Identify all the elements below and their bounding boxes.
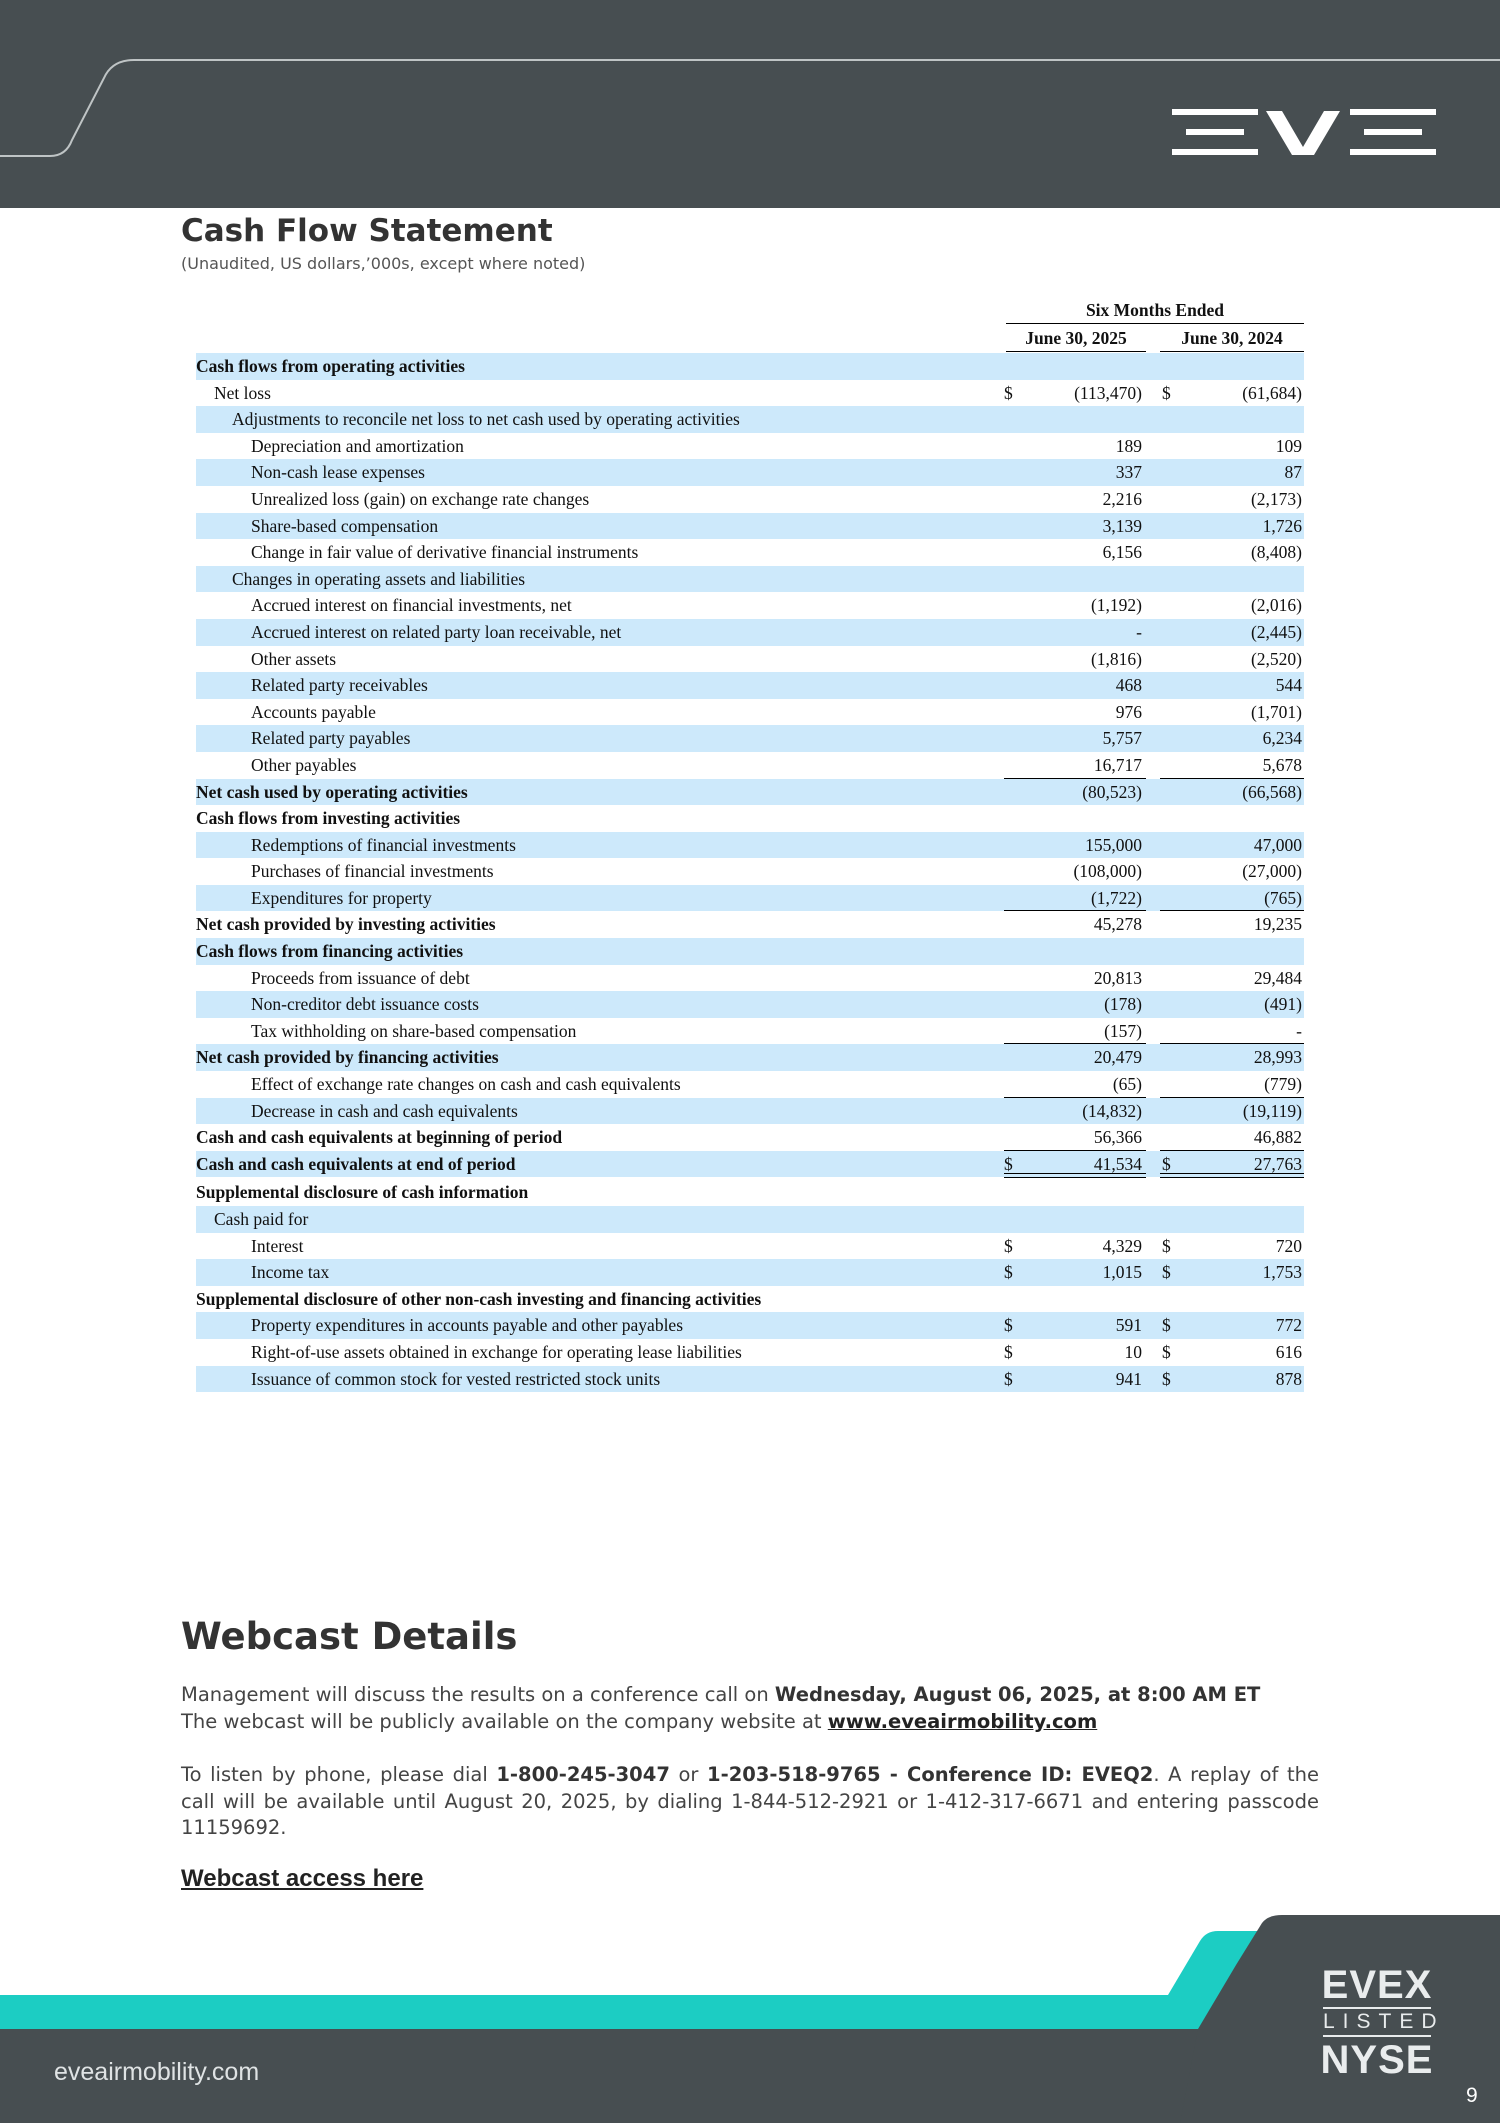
- row-label: Accounts payable: [251, 701, 376, 722]
- value-2024: (61,684): [1242, 382, 1302, 403]
- row-label: Adjustments to reconcile net loss to net cash used by operating activities: [232, 409, 740, 430]
- row-label: Non-creditor debt issuance costs: [251, 994, 479, 1015]
- subtotal-rule: [1004, 1097, 1146, 1098]
- value-2024: 19,235: [1253, 914, 1302, 935]
- value-2024: (19,119): [1242, 1100, 1302, 1121]
- table-row: [196, 1312, 1304, 1339]
- table-row: [196, 1044, 1304, 1071]
- phone-or-text: or: [669, 1763, 708, 1786]
- replay-text: . A replay of the call will be available until August 20, 2025, by dialing 1-844-512-2921 or 1-412-317-6671 and entering passcode 11159692.: [181, 1763, 1319, 1839]
- table-row: [196, 805, 1304, 832]
- badge-exchange: NYSE: [1320, 2038, 1434, 2082]
- webcast-website-text: The webcast will be publicly available on the company website at: [181, 1710, 828, 1733]
- row-label: Unrealized loss (gain) on exchange rate changes: [251, 488, 590, 509]
- value-2024: 1,753: [1262, 1262, 1302, 1283]
- currency-symbol-2024: $: [1162, 1341, 1171, 1362]
- value-2025: 16,717: [1093, 754, 1142, 775]
- value-2025: 56,366: [1093, 1127, 1142, 1148]
- value-2025: 4,329: [1102, 1235, 1142, 1256]
- value-2025: (157): [1104, 1020, 1142, 1041]
- row-label: Issuance of common stock for vested restricted stock units: [251, 1368, 661, 1389]
- webcast-paragraph-call: [181, 1682, 1319, 1709]
- column-header-2025: June 30, 2025: [1006, 328, 1146, 352]
- value-2025: 941: [1115, 1368, 1142, 1389]
- table-row: [196, 699, 1304, 726]
- row-label: Related party receivables: [251, 675, 428, 696]
- table-row: [196, 1233, 1304, 1260]
- subtotal-rule: [1160, 1097, 1304, 1098]
- row-label: Accrued interest on related party loan receivable, net: [251, 621, 622, 642]
- webcast-call-text: Management will discuss the results on a conference call on: [181, 1683, 775, 1706]
- value-2024: 616: [1275, 1341, 1302, 1362]
- row-label: Effect of exchange rate changes on cash and cash equivalents: [251, 1074, 681, 1095]
- value-2024: 28,993: [1253, 1047, 1302, 1068]
- table-column-header-row: [196, 325, 1304, 353]
- value-2024: 544: [1275, 675, 1302, 696]
- webcast-paragraph-phone: [181, 1762, 1319, 1842]
- phone-intro-text: To listen by phone, please dial: [181, 1763, 497, 1786]
- value-2025: (1,816): [1090, 648, 1142, 669]
- row-label: Net cash used by operating activities: [196, 781, 468, 802]
- row-label: Other assets: [251, 648, 337, 669]
- currency-symbol-2025: $: [1004, 1262, 1013, 1283]
- table-row: [196, 353, 1304, 380]
- value-2024: 87: [1284, 462, 1302, 483]
- row-label: Changes in operating assets and liabilities: [232, 568, 526, 589]
- table-row: [196, 1366, 1304, 1393]
- table-row: [196, 619, 1304, 646]
- currency-symbol-2024: $: [1162, 1368, 1171, 1389]
- table-row: [196, 779, 1304, 806]
- phone-number-1: 1-800-245-3047: [496, 1763, 670, 1786]
- value-2025: 2,216: [1102, 488, 1142, 509]
- footer-website[interactable]: eveairmobility.com: [54, 2058, 260, 2086]
- row-label: Expenditures for property: [251, 887, 432, 908]
- table-row: [196, 832, 1304, 859]
- table-row: [196, 486, 1304, 513]
- row-label: Net cash provided by financing activities: [196, 1047, 499, 1068]
- row-label: Change in fair value of derivative financial instruments: [251, 542, 639, 563]
- table-row: [196, 513, 1304, 540]
- currency-symbol-2024: $: [1162, 382, 1171, 403]
- currency-symbol-2025: $: [1004, 1368, 1013, 1389]
- row-label: Tax withholding on share-based compensation: [251, 1020, 577, 1041]
- table-row: [196, 1339, 1304, 1366]
- currency-symbol-2025: $: [1004, 1341, 1013, 1362]
- row-label: Non-cash lease expenses: [251, 462, 425, 483]
- table-row: [196, 566, 1304, 593]
- value-2025: (108,000): [1073, 861, 1142, 882]
- currency-symbol-2025: $: [1004, 382, 1013, 403]
- table-period-header-row: [196, 298, 1304, 325]
- webcast-paragraph-website: [181, 1709, 1319, 1736]
- value-2025: (113,470): [1074, 382, 1142, 403]
- period-header: Six Months Ended: [1006, 300, 1304, 324]
- value-2025: 591: [1115, 1315, 1142, 1336]
- row-label: Cash and cash equivalents at end of period: [196, 1153, 516, 1174]
- page-subtitle: (Unaudited, US dollars,’000s, except where noted): [181, 254, 586, 273]
- value-2024: (2,445): [1250, 621, 1302, 642]
- column-header-2024: June 30, 2024: [1160, 328, 1304, 352]
- table-row: [196, 991, 1304, 1018]
- subtotal-rule: [1004, 778, 1146, 779]
- footer-decoration: [0, 1915, 1500, 2123]
- currency-symbol-2024: $: [1162, 1315, 1171, 1336]
- row-label: Cash and cash equivalents at beginning of period: [196, 1127, 563, 1148]
- row-label: Supplemental disclosure of cash information: [196, 1182, 529, 1203]
- table-row: [196, 380, 1304, 407]
- value-2024: 1,726: [1262, 515, 1302, 536]
- row-label: Purchases of financial investments: [251, 861, 494, 882]
- nyse-listing-badge: [1317, 1963, 1445, 2082]
- value-2025: 6,156: [1102, 542, 1142, 563]
- table-row: [196, 459, 1304, 486]
- value-2025: 976: [1115, 701, 1142, 722]
- row-label: Net cash provided by investing activities: [196, 914, 496, 935]
- webcast-access-link[interactable]: Webcast access here: [181, 1865, 424, 1892]
- value-2025: 20,813: [1093, 967, 1142, 988]
- page-title: Cash Flow Statement: [181, 213, 553, 249]
- table-row: [196, 911, 1304, 938]
- value-2024: 6,234: [1262, 728, 1302, 749]
- value-2024: 5,678: [1262, 754, 1302, 775]
- table-row: [196, 1098, 1304, 1125]
- table-row: [196, 885, 1304, 912]
- table-row: [196, 858, 1304, 885]
- row-label: Cash flows from investing activities: [196, 808, 461, 829]
- table-row: [196, 938, 1304, 965]
- total-double-rule: [1004, 1173, 1146, 1178]
- table-row: [196, 1018, 1304, 1045]
- value-2025: 45,278: [1093, 914, 1142, 935]
- value-2024: 109: [1275, 435, 1302, 456]
- currency-symbol-2025: $: [1004, 1315, 1013, 1336]
- footer-band: [0, 1915, 1500, 2123]
- total-double-rule: [1160, 1173, 1304, 1178]
- row-label: Right-of-use assets obtained in exchange for operating lease liabilities: [251, 1341, 742, 1362]
- value-2024: (27,000): [1242, 861, 1302, 882]
- value-2025: (80,523): [1082, 781, 1142, 802]
- row-label: Decrease in cash and cash equivalents: [251, 1100, 518, 1121]
- value-2025: 3,139: [1102, 515, 1142, 536]
- subtotal-rule: [1160, 1043, 1304, 1044]
- subtotal-rule: [1160, 778, 1304, 779]
- table-row: [196, 1206, 1304, 1233]
- row-label: Net loss: [214, 382, 271, 403]
- table-row: [196, 1071, 1304, 1098]
- cash-flow-table: [196, 298, 1304, 1392]
- currency-symbol-2025: $: [1004, 1153, 1013, 1174]
- table-row: [196, 965, 1304, 992]
- value-2024: (491): [1264, 994, 1302, 1015]
- subtotal-rule: [1160, 1150, 1304, 1151]
- table-row: [196, 406, 1304, 433]
- subtotal-rule: [1004, 1150, 1146, 1151]
- table-body: [196, 353, 1304, 1392]
- value-2025: 468: [1115, 675, 1142, 696]
- value-2024: 29,484: [1253, 967, 1302, 988]
- table-row: [196, 1259, 1304, 1286]
- row-label: Share-based compensation: [251, 515, 439, 536]
- value-2024: (779): [1264, 1074, 1302, 1095]
- row-label: Cash flows from operating activities: [196, 356, 465, 376]
- badge-listed: LISTED: [1323, 2007, 1431, 2037]
- row-label: Related party payables: [251, 728, 411, 749]
- table-row: [196, 592, 1304, 619]
- value-2025: (65): [1112, 1074, 1142, 1095]
- value-2025: 189: [1115, 435, 1142, 456]
- value-2025: -: [1136, 621, 1142, 642]
- value-2024: (8,408): [1250, 542, 1302, 563]
- value-2024: (1,701): [1250, 701, 1302, 722]
- row-label: Supplemental disclosure of other non-cash investing and financing activities: [196, 1288, 762, 1309]
- table-row: [196, 646, 1304, 673]
- value-2024: 878: [1275, 1368, 1302, 1389]
- row-label: Property expenditures in accounts payable and other payables: [251, 1315, 684, 1336]
- row-label: Cash paid for: [214, 1209, 309, 1229]
- value-2025: (14,832): [1082, 1100, 1142, 1121]
- value-2024: (66,568): [1242, 781, 1302, 802]
- table-row: [196, 672, 1304, 699]
- value-2025: (178): [1104, 994, 1142, 1015]
- value-2024: -: [1296, 1020, 1302, 1041]
- badge-ticker: EVEX: [1321, 1963, 1433, 2007]
- value-2024: 46,882: [1253, 1127, 1302, 1148]
- subtotal-rule: [1160, 910, 1304, 911]
- row-label: Depreciation and amortization: [251, 435, 464, 456]
- table-row: [196, 1151, 1304, 1178]
- value-2025: 10: [1124, 1341, 1142, 1362]
- subtotal-rule: [1004, 1043, 1146, 1044]
- header-band: [0, 0, 1500, 208]
- phone-number-2: 1-203-518-9765 - Conference ID: EVEQ2: [707, 1763, 1154, 1786]
- page-number: 9: [1466, 2084, 1478, 2107]
- value-2024: (2,173): [1250, 488, 1302, 509]
- value-2025: 337: [1115, 462, 1142, 483]
- row-label: Interest: [251, 1235, 304, 1256]
- value-2024: 772: [1275, 1315, 1302, 1336]
- value-2025: (1,192): [1090, 595, 1142, 616]
- header-decoration: [0, 0, 1500, 208]
- value-2025: 155,000: [1085, 834, 1142, 855]
- row-label: Other payables: [251, 754, 357, 775]
- value-2024: 27,763: [1253, 1153, 1302, 1174]
- value-2024: (2,016): [1250, 595, 1302, 616]
- row-label: Proceeds from issuance of debt: [251, 967, 470, 988]
- currency-symbol-2024: $: [1162, 1235, 1171, 1256]
- company-website-link[interactable]: www.eveairmobility.com: [827, 1710, 1098, 1733]
- value-2025: (1,722): [1090, 887, 1142, 908]
- value-2025: 41,534: [1093, 1153, 1142, 1174]
- webcast-title: Webcast Details: [181, 1615, 518, 1658]
- row-label: Income tax: [251, 1262, 330, 1283]
- value-2024: (2,520): [1250, 648, 1302, 669]
- currency-symbol-2024: $: [1162, 1153, 1171, 1174]
- table-row: [196, 433, 1304, 460]
- currency-symbol-2024: $: [1162, 1262, 1171, 1283]
- table-row: [196, 1179, 1304, 1206]
- row-label: Accrued interest on financial investments, net: [251, 595, 572, 616]
- eve-logo-mark: [1172, 107, 1436, 159]
- subtotal-rule: [1004, 910, 1146, 911]
- currency-symbol-2025: $: [1004, 1235, 1013, 1256]
- value-2024: (765): [1264, 887, 1302, 908]
- table-row: [196, 752, 1304, 779]
- value-2025: 5,757: [1102, 728, 1142, 749]
- row-label: Redemptions of financial investments: [251, 834, 516, 855]
- row-label: Cash flows from financing activities: [196, 941, 464, 962]
- table-row: [196, 1124, 1304, 1151]
- table-row: [196, 1286, 1304, 1313]
- value-2025: 1,015: [1102, 1262, 1142, 1283]
- value-2024: 47,000: [1253, 834, 1302, 855]
- value-2024: 720: [1275, 1235, 1302, 1256]
- value-2025: 20,479: [1093, 1047, 1142, 1068]
- webcast-call-date: Wednesday, August 06, 2025, at 8:00 AM ET: [774, 1683, 1261, 1706]
- table-row: [196, 539, 1304, 566]
- table-row: [196, 725, 1304, 752]
